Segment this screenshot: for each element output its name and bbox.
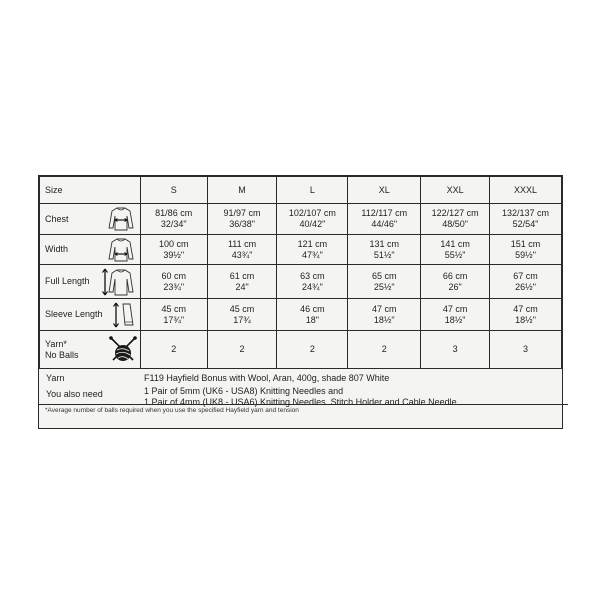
size-table xyxy=(39,176,562,369)
table-row-width xyxy=(40,235,562,265)
balls-xl: 2 xyxy=(348,331,421,369)
row-label-yarn-balls xyxy=(40,331,141,369)
size-chart-sheet xyxy=(38,175,563,429)
length-xxl: 66 cm 26" xyxy=(421,265,490,299)
header-row xyxy=(40,177,562,204)
chest-s: 81/86 cm 32/34" xyxy=(140,204,207,235)
row-label-chest xyxy=(40,204,141,235)
row-label-text: Full Length xyxy=(45,276,90,286)
sleeve-l: 46 cm 18" xyxy=(277,299,348,331)
size-header-m: M xyxy=(207,177,277,204)
table-row-chest xyxy=(40,204,562,235)
width-m: 111 cm 43¾" xyxy=(207,235,277,265)
row-label-text: Chest xyxy=(45,213,69,224)
chest-xxxl: 132/137 cm 52/54" xyxy=(490,204,562,235)
needles-line-2: 1 Pair of 4mm (UK8 - USA6) Knitting Needles. Stitch Holder and Cable Needle. xyxy=(144,397,460,407)
size-header-l: L xyxy=(277,177,348,204)
footnote: *Average number of balls required when you use the specified Hayfield yarn and tension xyxy=(39,404,568,417)
materials-labels xyxy=(46,370,136,402)
needles-line-1: 1 Pair of 5mm (UK6 - USA8) Knitting Needles and xyxy=(144,386,344,396)
sweater-chest-width-icon xyxy=(106,206,136,232)
size-header-s: S xyxy=(140,177,207,204)
length-xxxl: 67 cm 26½" xyxy=(490,265,562,299)
chest-xl: 112/117 cm 44/46" xyxy=(348,204,421,235)
size-header-xxl: XXL xyxy=(421,177,490,204)
chest-l: 102/107 cm 40/42" xyxy=(277,204,348,235)
row-label-sleeve-length xyxy=(40,299,141,331)
row-label-text: Yarn* No Balls xyxy=(45,338,79,360)
sleeve-xxl: 47 cm 18½" xyxy=(421,299,490,331)
size-header-xl: XL xyxy=(348,177,421,204)
row-label-full-length xyxy=(40,265,141,299)
length-s: 60 cm 23¾" xyxy=(140,265,207,299)
sleeve-m: 45 cm 17¾ xyxy=(207,299,277,331)
width-l: 121 cm 47¾" xyxy=(277,235,348,265)
length-l: 63 cm 24¾" xyxy=(277,265,348,299)
balls-l: 2 xyxy=(277,331,348,369)
width-xl: 131 cm 51½" xyxy=(348,235,421,265)
chest-xxl: 122/127 cm 48/50" xyxy=(421,204,490,235)
sweater-width-icon xyxy=(106,237,136,263)
row-label-width xyxy=(40,235,141,265)
table-row-full-length xyxy=(40,265,562,299)
materials-block xyxy=(39,370,562,405)
also-need-label: You also need xyxy=(46,389,103,399)
table-row-yarn-balls xyxy=(40,331,562,369)
yarn-label: Yarn xyxy=(46,373,65,383)
sleeve-xl: 47 cm 18½" xyxy=(348,299,421,331)
balls-xxl: 3 xyxy=(421,331,490,369)
materials-values xyxy=(144,370,459,408)
sleeve-length-icon xyxy=(112,301,138,329)
balls-xxxl: 3 xyxy=(490,331,562,369)
row-label-text: Width xyxy=(45,244,69,254)
balls-m: 2 xyxy=(207,331,277,369)
chest-m: 91/97 cm 36/38" xyxy=(207,204,277,235)
sleeve-s: 45 cm 17¾" xyxy=(140,299,207,331)
size-header-label: Size xyxy=(40,177,141,204)
sweater-length-icon xyxy=(100,267,136,297)
width-xxxl: 151 cm 59½" xyxy=(490,235,562,265)
size-header-xxxl: XXXL xyxy=(490,177,562,204)
width-s: 100 cm 39½" xyxy=(140,235,207,265)
length-m: 61 cm 24" xyxy=(207,265,277,299)
sleeve-xxxl: 47 cm 18½" xyxy=(490,299,562,331)
width-xxl: 141 cm 55½" xyxy=(421,235,490,265)
balls-s: 2 xyxy=(140,331,207,369)
yarn-value: F119 Hayfield Bonus with Wool, Aran, 400g, shade 807 White xyxy=(144,373,390,383)
length-xl: 65 cm 25½" xyxy=(348,265,421,299)
table-row-sleeve-length xyxy=(40,299,562,331)
row-label-text: Sleeve Length xyxy=(45,309,103,319)
